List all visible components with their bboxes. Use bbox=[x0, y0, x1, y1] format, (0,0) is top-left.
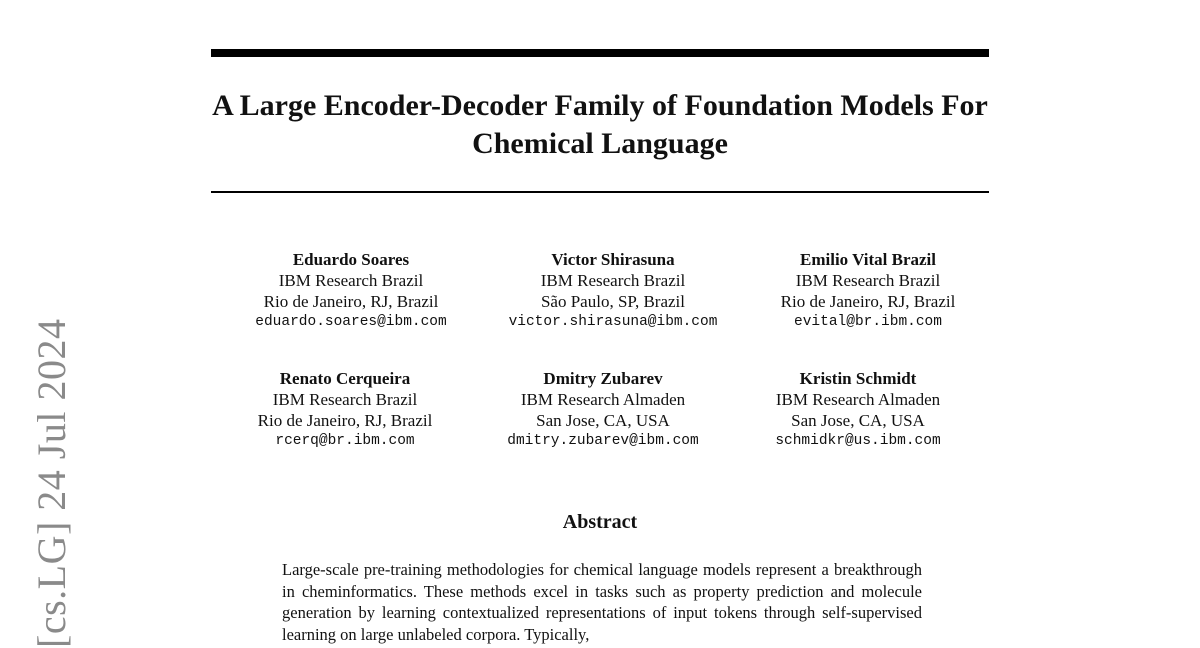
author-location: Rio de Janeiro, RJ, Brazil bbox=[257, 411, 433, 430]
author-email: victor.shirasuna@ibm.com bbox=[508, 314, 718, 330]
arxiv-stamp: [cs.LG] 24 Jul 2024 bbox=[29, 318, 74, 648]
author-affiliation: IBM Research Almaden bbox=[775, 390, 941, 409]
author-affiliation: IBM Research Brazil bbox=[272, 390, 418, 409]
author-email: schmidkr@us.ibm.com bbox=[775, 433, 941, 449]
abstract-text: Large-scale pre-training methodologies for chemical language models represent a breakthrough in cheminformatics. These methods excel in tasks such as property prediction and molecule generation by learning contextualized representations of input tokens through self-supervised learning on large unlabeled corpora. Typically, bbox=[282, 560, 922, 644]
author-block bbox=[215, 368, 475, 452]
author-block bbox=[483, 249, 743, 333]
title-top-rule bbox=[211, 49, 989, 57]
author-location: San Jose, CA, USA bbox=[536, 411, 670, 430]
author-block bbox=[728, 368, 988, 452]
author-email: eduardo.soares@ibm.com bbox=[255, 314, 447, 330]
author-location: São Paulo, SP, Brazil bbox=[540, 292, 686, 311]
title-bottom-rule bbox=[211, 191, 989, 193]
author-location: San Jose, CA, USA bbox=[791, 411, 925, 430]
author-name: Renato Cerqueira bbox=[279, 369, 411, 388]
author-email: evital@br.ibm.com bbox=[794, 314, 942, 330]
author-location: Rio de Janeiro, RJ, Brazil bbox=[780, 292, 956, 311]
author-affiliation: IBM Research Almaden bbox=[520, 390, 686, 409]
author-name: Eduardo Soares bbox=[292, 250, 410, 269]
author-affiliation: IBM Research Brazil bbox=[278, 271, 424, 290]
author-name: Dmitry Zubarev bbox=[543, 369, 663, 388]
author-email: dmitry.zubarev@ibm.com bbox=[507, 433, 699, 449]
author-block bbox=[473, 368, 733, 452]
paper-title: A Large Encoder-Decoder Family of Foundation Models For Chemical Language bbox=[212, 89, 988, 160]
author-block bbox=[738, 249, 998, 333]
author-affiliation: IBM Research Brazil bbox=[540, 271, 686, 290]
author-email: rcerq@br.ibm.com bbox=[275, 433, 415, 449]
author-name: Emilio Vital Brazil bbox=[800, 250, 936, 269]
author-block bbox=[221, 249, 481, 333]
author-location: Rio de Janeiro, RJ, Brazil bbox=[263, 292, 439, 311]
author-affiliation: IBM Research Brazil bbox=[795, 271, 941, 290]
abstract-heading: Abstract bbox=[562, 511, 638, 533]
author-name: Kristin Schmidt bbox=[799, 369, 917, 388]
author-name: Victor Shirasuna bbox=[551, 250, 675, 269]
